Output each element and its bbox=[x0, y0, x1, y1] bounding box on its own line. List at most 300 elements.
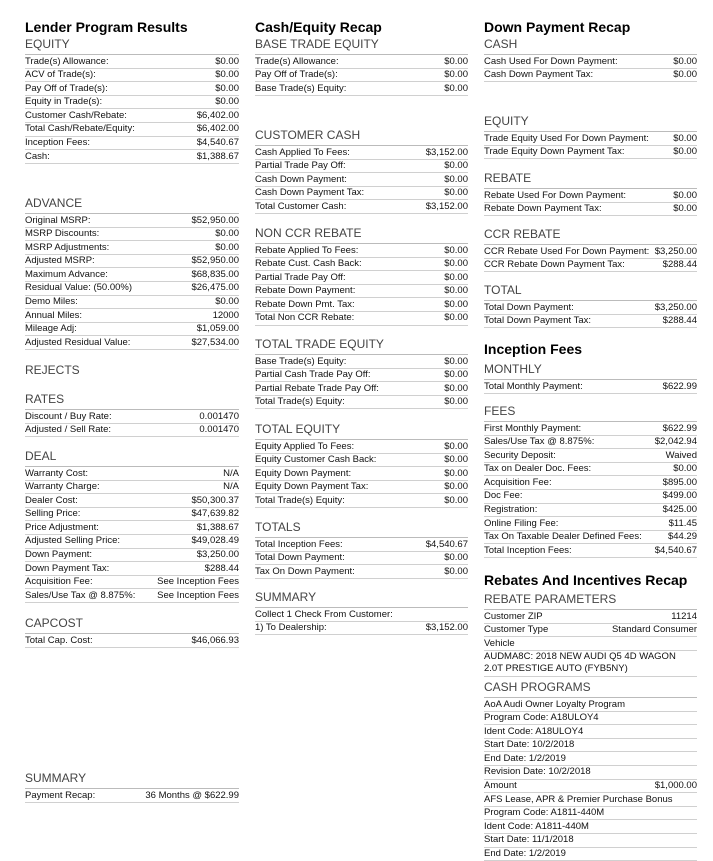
data-row bbox=[484, 766, 697, 780]
row-value: $0.00 bbox=[215, 228, 239, 240]
row-value: $288.44 bbox=[662, 315, 697, 327]
data-row bbox=[484, 780, 697, 794]
row-value: $0.00 bbox=[444, 552, 468, 564]
row-label: CCR Rebate Used For Down Payment: bbox=[484, 245, 650, 257]
row-label: Trade Equity Used For Down Payment: bbox=[484, 132, 649, 144]
section-heading: TOTALS bbox=[255, 520, 301, 534]
data-row bbox=[255, 271, 468, 285]
data-row bbox=[484, 259, 697, 273]
row-label: Adjusted / Sell Rate: bbox=[25, 424, 112, 436]
row-label: Trade Equity Down Payment Tax: bbox=[484, 146, 625, 158]
row-label: Vehicle bbox=[484, 637, 515, 649]
row-value: $26,475.00 bbox=[191, 282, 239, 294]
row-value: $4,540.67 bbox=[654, 544, 697, 556]
row-label: Rebate Cust. Cash Back: bbox=[255, 258, 362, 270]
row-value: 0.001470 bbox=[199, 424, 239, 436]
summary-section bbox=[255, 589, 468, 635]
section-heading: CASH PROGRAMS bbox=[484, 680, 591, 694]
row-label: Start Date: 11/1/2018 bbox=[484, 834, 574, 846]
data-row bbox=[25, 296, 239, 310]
row-value: 12000 bbox=[212, 309, 239, 321]
row-label: Maximum Advance: bbox=[25, 268, 108, 280]
total-trade-equity-section bbox=[255, 336, 468, 409]
monthly-section bbox=[484, 361, 697, 394]
row-label: Adjusted MSRP: bbox=[25, 255, 95, 267]
section-heading: DEAL bbox=[25, 449, 57, 463]
section-heading: CCR REBATE bbox=[484, 227, 561, 241]
section-heading: TOTAL TRADE EQUITY bbox=[255, 337, 384, 351]
row-value: Waived bbox=[665, 449, 697, 461]
row-label: Program Code: A18ULOY4 bbox=[484, 712, 599, 724]
data-row bbox=[25, 535, 239, 549]
row-value: $0.00 bbox=[215, 69, 239, 81]
row-value: $0.00 bbox=[444, 173, 468, 185]
row-value: $0.00 bbox=[444, 258, 468, 270]
totals-section bbox=[255, 519, 468, 579]
row-list bbox=[484, 131, 697, 159]
row-value: $2,042.94 bbox=[654, 436, 697, 448]
section-heading: FEES bbox=[484, 404, 516, 418]
data-row bbox=[25, 96, 239, 110]
data-row bbox=[25, 323, 239, 337]
row-label: CCR Rebate Down Payment Tax: bbox=[484, 259, 625, 271]
row-list bbox=[25, 466, 239, 603]
data-row bbox=[255, 285, 468, 299]
row-list bbox=[484, 188, 697, 216]
data-row bbox=[255, 467, 468, 481]
row-label: Annual Miles: bbox=[25, 309, 83, 321]
row-value: N/A bbox=[223, 481, 239, 493]
row-value: $0.00 bbox=[444, 82, 468, 94]
equity-section bbox=[25, 36, 239, 164]
data-row bbox=[255, 396, 468, 410]
row-label: Cash Down Payment Tax: bbox=[484, 69, 594, 81]
data-row bbox=[484, 807, 697, 821]
vehicle-description: AUDMA8C: 2018 NEW AUDI Q5 4D WAGON 2.0T PRESTIGE AUTO (FYB5NY) bbox=[484, 651, 697, 677]
row-label: ACV of Trade(s): bbox=[25, 69, 96, 81]
row-label: Doc Fee: bbox=[484, 490, 523, 502]
row-label: Total Customer Cash: bbox=[255, 200, 347, 212]
data-row bbox=[25, 521, 239, 535]
row-label: Adjusted Residual Value: bbox=[25, 336, 131, 348]
data-row bbox=[255, 355, 468, 369]
data-row bbox=[484, 820, 697, 834]
row-list bbox=[25, 409, 239, 437]
data-row bbox=[255, 173, 468, 187]
row-value: $0.00 bbox=[444, 481, 468, 493]
data-row bbox=[484, 504, 697, 518]
row-label: Sales/Use Tax @ 8.875%: bbox=[25, 589, 136, 601]
data-row bbox=[484, 315, 697, 329]
data-row bbox=[484, 531, 697, 545]
data-row bbox=[255, 481, 468, 495]
data-row bbox=[255, 187, 468, 201]
data-row bbox=[25, 282, 239, 296]
row-label: Tax On Taxable Dealer Defined Fees: bbox=[484, 531, 642, 543]
row-value: $0.00 bbox=[673, 203, 697, 215]
row-label: Rebate Down Payment: bbox=[255, 285, 356, 297]
ccr-rebate-section bbox=[484, 226, 697, 272]
data-row bbox=[484, 698, 697, 712]
row-list bbox=[255, 145, 468, 214]
row-label: Cash Down Payment: bbox=[255, 173, 347, 185]
data-row bbox=[255, 565, 468, 579]
row-list bbox=[25, 633, 239, 648]
data-row bbox=[255, 622, 468, 636]
row-label: Partial Cash Trade Pay Off: bbox=[255, 369, 371, 381]
section-heading: TOTAL bbox=[484, 283, 522, 297]
row-value: $499.00 bbox=[662, 490, 697, 502]
row-value: $3,152.00 bbox=[425, 200, 468, 212]
section-heading: REBATE bbox=[484, 171, 532, 185]
non-ccr-rebate-section bbox=[255, 225, 468, 326]
rates-section bbox=[25, 391, 239, 437]
data-row bbox=[255, 146, 468, 160]
section-heading: SUMMARY bbox=[255, 590, 317, 604]
row-label: Adjusted Selling Price: bbox=[25, 535, 121, 547]
row-value: $3,250.00 bbox=[196, 549, 239, 561]
data-row bbox=[484, 712, 697, 726]
row-list bbox=[484, 379, 697, 394]
row-value: $0.00 bbox=[444, 285, 468, 297]
row-value: $0.00 bbox=[673, 69, 697, 81]
data-row bbox=[255, 258, 468, 272]
data-row bbox=[255, 298, 468, 312]
row-value: $3,250.00 bbox=[654, 245, 697, 257]
section-heading: SUMMARY bbox=[25, 771, 87, 785]
row-value: $0.00 bbox=[444, 187, 468, 199]
data-row bbox=[25, 123, 239, 137]
row-value: $0.00 bbox=[444, 565, 468, 577]
data-row bbox=[484, 517, 697, 531]
row-value: $0.00 bbox=[444, 298, 468, 310]
data-row bbox=[255, 552, 468, 566]
data-row bbox=[484, 752, 697, 766]
row-label: Dealer Cost: bbox=[25, 494, 78, 506]
data-row bbox=[484, 380, 697, 394]
total-equity-section bbox=[255, 421, 468, 508]
cash-equity-recap-column bbox=[255, 18, 468, 856]
section-heading: CUSTOMER CASH bbox=[255, 128, 361, 142]
data-row bbox=[25, 55, 239, 69]
row-label: Start Date: 10/2/2018 bbox=[484, 739, 575, 751]
row-value: $49,028.49 bbox=[191, 535, 239, 547]
row-label: Inception Fees: bbox=[25, 137, 90, 149]
row-value: $425.00 bbox=[662, 504, 697, 516]
row-label: Total Monthly Payment: bbox=[484, 380, 583, 392]
row-value: $0.00 bbox=[444, 69, 468, 81]
row-label: Total Inception Fees: bbox=[484, 544, 572, 556]
data-row bbox=[484, 544, 697, 558]
row-value: $50,300.37 bbox=[191, 494, 239, 506]
deal-section bbox=[25, 448, 239, 603]
row-label: Warranty Charge: bbox=[25, 481, 100, 493]
row-value: $0.00 bbox=[444, 369, 468, 381]
row-label: Cash: bbox=[25, 150, 50, 162]
row-value: $0.00 bbox=[444, 382, 468, 394]
data-row bbox=[255, 55, 468, 69]
row-label: AoA Audi Owner Loyalty Program bbox=[484, 698, 625, 710]
data-row bbox=[25, 494, 239, 508]
row-label: Equity in Trade(s): bbox=[25, 96, 103, 108]
rebates-incentives-title: Rebates And Incentives Recap bbox=[484, 572, 688, 588]
data-row bbox=[25, 634, 239, 648]
customer-cash-section bbox=[255, 127, 468, 214]
lender-program-results-column bbox=[25, 18, 239, 856]
data-row bbox=[484, 132, 697, 146]
row-value: $4,540.67 bbox=[196, 137, 239, 149]
row-value: 0.001470 bbox=[199, 410, 239, 422]
row-list bbox=[255, 243, 468, 326]
inception-fees-title: Inception Fees bbox=[484, 341, 583, 357]
row-label: MSRP Adjustments: bbox=[25, 241, 110, 253]
data-row bbox=[25, 69, 239, 83]
row-label: Equity Down Payment: bbox=[255, 467, 352, 479]
row-list bbox=[484, 54, 697, 82]
row-label: End Date: 1/2/2019 bbox=[484, 848, 566, 860]
row-label: Original MSRP: bbox=[25, 214, 91, 226]
row-value: $0.00 bbox=[673, 132, 697, 144]
cash-programs-section bbox=[484, 679, 697, 861]
data-row bbox=[484, 725, 697, 739]
row-label: Partial Trade Pay Off: bbox=[255, 271, 346, 283]
row-list bbox=[484, 421, 697, 558]
data-row bbox=[484, 739, 697, 753]
row-value: $288.44 bbox=[662, 259, 697, 271]
row-value: $3,250.00 bbox=[654, 301, 697, 313]
advance-section bbox=[25, 195, 239, 350]
data-row bbox=[25, 467, 239, 481]
row-label: Security Deposit: bbox=[484, 449, 556, 461]
row-label: Equity Applied To Fees: bbox=[255, 440, 355, 452]
row-label: Rebate Down Pmt. Tax: bbox=[255, 298, 355, 310]
row-label: Customer Type bbox=[484, 624, 549, 636]
row-label: Total Cap. Cost: bbox=[25, 634, 93, 646]
row-list bbox=[255, 439, 468, 508]
data-row bbox=[484, 69, 697, 83]
data-row bbox=[25, 228, 239, 242]
row-value: $52,950.00 bbox=[191, 214, 239, 226]
row-label: Online Filing Fee: bbox=[484, 517, 559, 529]
row-value: $0.00 bbox=[673, 189, 697, 201]
data-row bbox=[25, 481, 239, 495]
row-list bbox=[255, 607, 468, 635]
row-value: $0.00 bbox=[215, 55, 239, 67]
data-row bbox=[255, 69, 468, 83]
row-value: $1,388.67 bbox=[196, 521, 239, 533]
data-row bbox=[255, 244, 468, 258]
row-value: $11.45 bbox=[668, 517, 697, 529]
row-value: $27,534.00 bbox=[191, 336, 239, 348]
section-heading: EQUITY bbox=[484, 114, 529, 128]
section-heading: CAPCOST bbox=[25, 616, 84, 630]
data-row bbox=[25, 255, 239, 269]
rejects-section bbox=[25, 362, 239, 378]
row-label: Down Payment Tax: bbox=[25, 562, 110, 574]
data-row bbox=[25, 508, 239, 522]
data-row bbox=[484, 449, 697, 463]
data-row bbox=[484, 610, 697, 624]
data-row bbox=[25, 309, 239, 323]
row-label: Total Inception Fees: bbox=[255, 538, 343, 550]
row-value: $0.00 bbox=[444, 355, 468, 367]
row-label: Warranty Cost: bbox=[25, 467, 88, 479]
row-label: Total Cash/Rebate/Equity: bbox=[25, 123, 135, 135]
row-value: $0.00 bbox=[215, 96, 239, 108]
row-value: $46,066.93 bbox=[191, 634, 239, 646]
data-row bbox=[25, 789, 239, 803]
row-label: Price Adjustment: bbox=[25, 521, 99, 533]
down-payment-recap-column bbox=[484, 18, 697, 860]
row-value: $0.00 bbox=[215, 82, 239, 94]
data-row bbox=[25, 137, 239, 151]
data-row bbox=[484, 463, 697, 477]
row-value: $0.00 bbox=[444, 160, 468, 172]
rebate-section bbox=[484, 170, 697, 216]
row-label: First Monthly Payment: bbox=[484, 422, 582, 434]
data-row bbox=[255, 538, 468, 552]
row-label: Mileage Adj: bbox=[25, 323, 77, 335]
row-label: Down Payment: bbox=[25, 549, 93, 561]
data-row bbox=[255, 608, 468, 622]
data-row bbox=[25, 576, 239, 590]
row-value: $52,950.00 bbox=[191, 255, 239, 267]
data-row bbox=[484, 436, 697, 450]
data-row bbox=[255, 454, 468, 468]
row-label: Registration: bbox=[484, 504, 538, 516]
row-label: Total Non CCR Rebate: bbox=[255, 312, 355, 324]
row-label: Sales/Use Tax @ 8.875%: bbox=[484, 436, 595, 448]
data-row bbox=[484, 189, 697, 203]
data-row bbox=[484, 834, 697, 848]
data-row bbox=[255, 494, 468, 508]
row-label: Pay Off of Trade(s): bbox=[25, 82, 108, 94]
data-row bbox=[255, 312, 468, 326]
row-label: Total Down Payment Tax: bbox=[484, 315, 592, 327]
row-value: $0.00 bbox=[673, 55, 697, 67]
row-label: Partial Trade Pay Off: bbox=[255, 160, 346, 172]
row-list bbox=[484, 244, 697, 272]
section-heading: REJECTS bbox=[25, 363, 80, 377]
data-row bbox=[25, 336, 239, 350]
row-value: $68,835.00 bbox=[191, 268, 239, 280]
data-row bbox=[484, 637, 697, 651]
row-label: Cash Down Payment Tax: bbox=[255, 187, 365, 199]
data-row bbox=[25, 589, 239, 603]
data-row bbox=[484, 624, 697, 638]
row-label: Acquisition Fee: bbox=[25, 576, 93, 588]
section-heading: RATES bbox=[25, 392, 65, 406]
row-value: $0.00 bbox=[673, 463, 697, 475]
row-list bbox=[255, 354, 468, 409]
lender-program-results-title: Lender Program Results bbox=[25, 19, 188, 35]
section-heading: EQUITY bbox=[25, 37, 70, 51]
equity-section bbox=[484, 113, 697, 159]
row-value: $0.00 bbox=[444, 467, 468, 479]
row-list bbox=[25, 788, 239, 803]
row-label: Residual Value: (50.00%) bbox=[25, 282, 133, 294]
row-label: Partial Rebate Trade Pay Off: bbox=[255, 382, 379, 394]
data-row bbox=[255, 82, 468, 96]
row-value: $622.99 bbox=[662, 380, 697, 392]
row-list bbox=[255, 54, 468, 96]
row-label: Total Down Payment: bbox=[484, 301, 574, 313]
row-list bbox=[25, 54, 239, 164]
row-label: Amount bbox=[484, 780, 517, 792]
data-row bbox=[484, 793, 697, 807]
row-list bbox=[255, 537, 468, 579]
fees-section bbox=[484, 403, 697, 558]
row-label: 1) To Dealership: bbox=[255, 622, 327, 634]
row-value: $0.00 bbox=[444, 440, 468, 452]
data-row bbox=[484, 476, 697, 490]
row-value: $1,000.00 bbox=[654, 780, 697, 792]
row-label: Customer ZIP bbox=[484, 610, 543, 622]
row-value: 11214 bbox=[671, 610, 697, 622]
row-value: $4,540.67 bbox=[425, 538, 468, 550]
row-value: 36 Months @ $622.99 bbox=[145, 789, 239, 801]
row-label: Trade(s) Allowance: bbox=[255, 55, 339, 67]
data-row bbox=[255, 382, 468, 396]
row-value: $6,402.00 bbox=[196, 109, 239, 121]
row-value: $0.00 bbox=[444, 271, 468, 283]
row-label: Base Trade(s) Equity: bbox=[255, 355, 347, 367]
row-label: Tax on Dealer Doc. Fees: bbox=[484, 463, 592, 475]
row-label: Payment Recap: bbox=[25, 789, 96, 801]
row-label: End Date: 1/2/2019 bbox=[484, 752, 566, 764]
section-heading: TOTAL EQUITY bbox=[255, 422, 341, 436]
row-list bbox=[484, 300, 697, 328]
row-value: $895.00 bbox=[662, 476, 697, 488]
data-row bbox=[25, 109, 239, 123]
row-label: Cash Applied To Fees: bbox=[255, 146, 350, 158]
row-label: Ident Code: A1811-440M bbox=[484, 820, 589, 832]
row-value: $6,402.00 bbox=[196, 123, 239, 135]
row-value: $0.00 bbox=[444, 494, 468, 506]
data-row bbox=[25, 410, 239, 424]
data-row bbox=[484, 245, 697, 259]
row-value: $0.00 bbox=[215, 241, 239, 253]
capcost-section bbox=[25, 615, 239, 648]
row-label: Trade(s) Allowance: bbox=[25, 55, 109, 67]
row-label: Equity Down Payment Tax: bbox=[255, 481, 369, 493]
row-value: Standard Consumer bbox=[611, 624, 697, 636]
data-row bbox=[255, 200, 468, 214]
row-label: Discount / Buy Rate: bbox=[25, 410, 112, 422]
section-heading: MONTHLY bbox=[484, 362, 542, 376]
data-row bbox=[484, 203, 697, 217]
total-section bbox=[484, 282, 697, 328]
row-label: Base Trade(s) Equity: bbox=[255, 82, 347, 94]
row-value: $0.00 bbox=[444, 396, 468, 408]
row-value: $622.99 bbox=[662, 422, 697, 434]
row-value: $288.44 bbox=[204, 562, 239, 574]
row-value: N/A bbox=[223, 467, 239, 479]
row-value: $47,639.82 bbox=[191, 508, 239, 520]
row-value: See Inception Fees bbox=[157, 589, 239, 601]
row-label: Total Trade(s) Equity: bbox=[255, 396, 345, 408]
cash-section bbox=[484, 36, 697, 82]
row-value: $44.29 bbox=[667, 531, 697, 543]
row-label: Rebate Down Payment Tax: bbox=[484, 203, 602, 215]
data-row bbox=[25, 562, 239, 576]
data-row bbox=[255, 160, 468, 174]
data-row bbox=[25, 82, 239, 96]
row-label: Demo Miles: bbox=[25, 296, 78, 308]
base-trade-equity-section bbox=[255, 36, 468, 96]
section-heading: BASE TRADE EQUITY bbox=[255, 37, 379, 51]
section-heading: ADVANCE bbox=[25, 196, 83, 210]
